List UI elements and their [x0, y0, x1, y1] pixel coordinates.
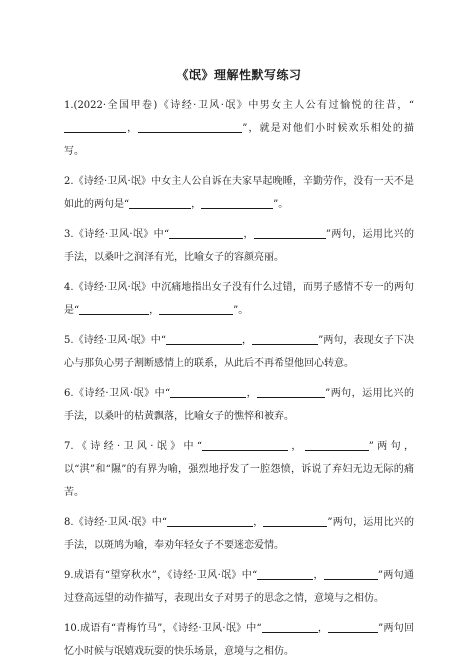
question-text: ”两句，表现女子下决心与那负心男子割断感情上的联系，从此后不再希望他回心转意。 [64, 335, 414, 369]
question-number: 1. [64, 100, 74, 111]
answer-blank-2[interactable] [159, 302, 233, 315]
answer-blank-2[interactable] [305, 438, 369, 451]
question-number: 6. [64, 388, 74, 399]
question-number: 3. [64, 229, 74, 240]
answer-blank-1[interactable] [202, 438, 288, 451]
question-number: 2. [64, 176, 74, 187]
answer-blank-1[interactable] [166, 332, 242, 345]
answer-blank-1[interactable] [262, 620, 318, 633]
question-text: 《诗经·卫风·氓》中“ [73, 335, 166, 346]
question-text: ”两句，以“淇”和“隰”的有界为喻，强烈地抒发了一腔怨愤，诉说了弃妇无边无际的痛苦。 [64, 441, 414, 498]
question-text: ”两句通过登高远望的动作描写，表现出女子对男子的思念之情，意境与之相仿。 [64, 570, 414, 604]
question-5: 5.《诗经·卫风·氓》中“ ， ”两句，表现女子下决心与那负心男子割断感情上的联系，从此后不再希望他回心转意。 [64, 329, 414, 375]
question-number: 9. [64, 570, 74, 581]
question-6: 6.《诗经·卫风·氓》中“ ， ”两句，运用比兴的手法，以桑叶的枯黄飘落，比喻女子的憔悴和被弃。 [64, 382, 414, 428]
answer-blank-2[interactable] [263, 514, 327, 527]
question-text: ”两句，运用比兴的手法，以斑鸠为喻，奉劝年轻女子不要迷恋爱情。 [64, 517, 414, 551]
answer-blank-1[interactable] [170, 385, 246, 398]
question-text: ”。 [273, 199, 289, 210]
question-10: 10.成语有“青梅竹马”，《诗经·卫风·氓》中“ ， ”两句回忆小时候与氓嬉戏玩耍的快乐场景，意境与之相仿。 [64, 617, 414, 663]
question-text: ”。 [233, 305, 249, 316]
worksheet-title: 《氓》理解性默写练习 [176, 68, 302, 82]
answer-blank-2[interactable] [138, 120, 242, 133]
answer-blank-1[interactable] [167, 514, 253, 527]
answer-blank-2[interactable] [201, 196, 273, 209]
question-text: ”两句，运用比兴的手法，以桑叶的枯黄飘落，比喻女子的憔悴和被弃。 [64, 388, 414, 422]
question-text: ”两句回忆小时候与氓嬉戏玩耍的快乐场景，意境与之相仿。 [64, 623, 414, 657]
question-text: 《诗经·卫风·氓》中沉痛地指出女子没有什么过错，而男子感情不专一的两句是“ [64, 282, 414, 316]
question-text: 成语有“望穿秋水”，《诗经·卫风·氓》中“ [73, 570, 258, 581]
answer-blank-2[interactable] [324, 567, 378, 580]
question-text: 《诗经·卫风·氓》中“ [73, 229, 170, 240]
question-number: 4. [64, 282, 74, 293]
question-number: 10. [64, 623, 80, 634]
question-2: 2.《诗经·卫风·氓》中女主人公自诉在夫家早起晚睡，辛勤劳作，没有一天不是如此的两句是“ ， ”。 [64, 176, 414, 210]
question-text: 《诗经·卫风·氓》中“ [73, 517, 168, 528]
answer-blank-1[interactable] [169, 226, 243, 239]
answer-blank-1[interactable] [64, 120, 126, 133]
question-number: 7. [64, 441, 74, 452]
answer-blank-2[interactable] [257, 385, 325, 398]
question-text: 《诗经·卫风·氓》中“ [73, 388, 171, 399]
answer-blank-2[interactable] [252, 332, 318, 345]
question-9: 9.成语有“望穿秋水”，《诗经·卫风·氓》中“ ， ”两句通过登高远望的动作描写，表现出女子对男子的思念之情，意境与之相仿。 [64, 564, 414, 610]
answer-blank-1[interactable] [129, 196, 191, 209]
question-text: 成语有“青梅竹马”，《诗经·卫风·氓》中“ [79, 623, 262, 634]
question-4: 4.《诗经·卫风·氓》中沉痛地指出女子没有什么过错，而男子感情不专一的两句是“ ， ”。 [64, 282, 414, 316]
question-text: (2022·全国甲卷)《诗经·卫风·氓》中男女主人公有过愉悦的往昔，“ [73, 100, 414, 111]
question-text: 《诗经·卫风·氓》中“ [73, 441, 203, 452]
question-8: 8.《诗经·卫风·氓》中“ ， ”两句，运用比兴的手法，以斑鸠为喻，奉劝年轻女子不要迷恋爱情。 [64, 511, 414, 557]
answer-blank-2[interactable] [254, 226, 326, 239]
question-number: 8. [64, 517, 74, 528]
answer-blank-1[interactable] [79, 302, 149, 315]
question-text: ”两句，运用比兴的手法，以桑叶之润泽有光，比喻女子的容颜亮丽。 [64, 229, 414, 263]
answer-blank-1[interactable] [257, 567, 313, 580]
answer-blank-2[interactable] [328, 620, 378, 633]
question-text: ”，就是对他们小时候欢乐相处的描写。 [64, 123, 415, 157]
question-7: 7.《诗经·卫风·氓》中“ ， ”两句，以“淇”和“隰”的有界为喻，强烈地抒发了一腔怨愤，诉说了弃妇无边无际的痛苦。 [64, 435, 414, 504]
question-3: 3.《诗经·卫风·氓》中“ ， ”两句，运用比兴的手法，以桑叶之润泽有光，比喻女子的容颜亮丽。 [64, 223, 414, 269]
question-1: 1.(2022·全国甲卷)《诗经·卫风·氓》中男女主人公有过愉悦的往昔，“， ”，就是对他们小时候欢乐相处的描写。 [64, 100, 415, 157]
question-number: 5. [64, 335, 74, 346]
question-text: 《诗经·卫风·氓》中女主人公自诉在夫家早起晚睡，辛勤劳作，没有一天不是如此的两句是“ [64, 176, 414, 210]
